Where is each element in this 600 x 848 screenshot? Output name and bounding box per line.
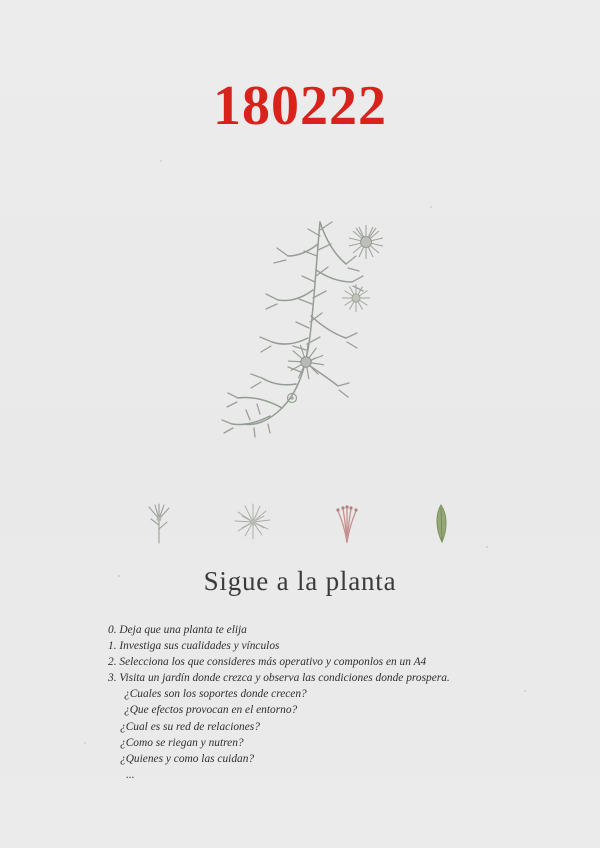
page-title: 180222: [213, 75, 387, 137]
specimen-stamens: [324, 496, 370, 552]
flower-head: [349, 225, 383, 259]
list-item: 1. Investiga sus cualidades y vínculos: [108, 640, 280, 653]
page-subtitle: Sigue a la planta: [203, 566, 397, 596]
specimen-seedhead: [230, 496, 276, 552]
list-item: ¿Que efectos provocan en el entorno?: [124, 704, 298, 717]
flower-head: [288, 344, 324, 379]
list-item: ¿Cuales son los soportes donde crecen?: [124, 688, 307, 701]
list-item: 2. Selecciona los que consideres más operativo y componlos en un A4: [108, 656, 427, 669]
list-item: ¿Como se riegan y nutren?: [120, 736, 244, 749]
list-item: 3. Visita un jardín donde crezca y observa las condiciones donde prospera.: [108, 672, 450, 685]
list-item: 0. Deja que una planta te elija: [108, 624, 247, 636]
specimen-seedling: [136, 496, 182, 552]
paper-speck: [84, 742, 86, 744]
list-item: ¿Quienes y como las cuidan?: [120, 752, 255, 765]
list-item: ...: [126, 768, 135, 781]
botanical-plant-specimen: [0, 186, 600, 476]
flower-head: [342, 284, 370, 312]
paper-speck: [160, 160, 162, 162]
list-item: ¿Cual es su red de relaciones?: [120, 720, 260, 733]
instructions-list: [108, 622, 508, 783]
paper-speck: [524, 690, 526, 692]
specimen-row: [0, 494, 600, 554]
specimen-leaf: [418, 496, 464, 552]
